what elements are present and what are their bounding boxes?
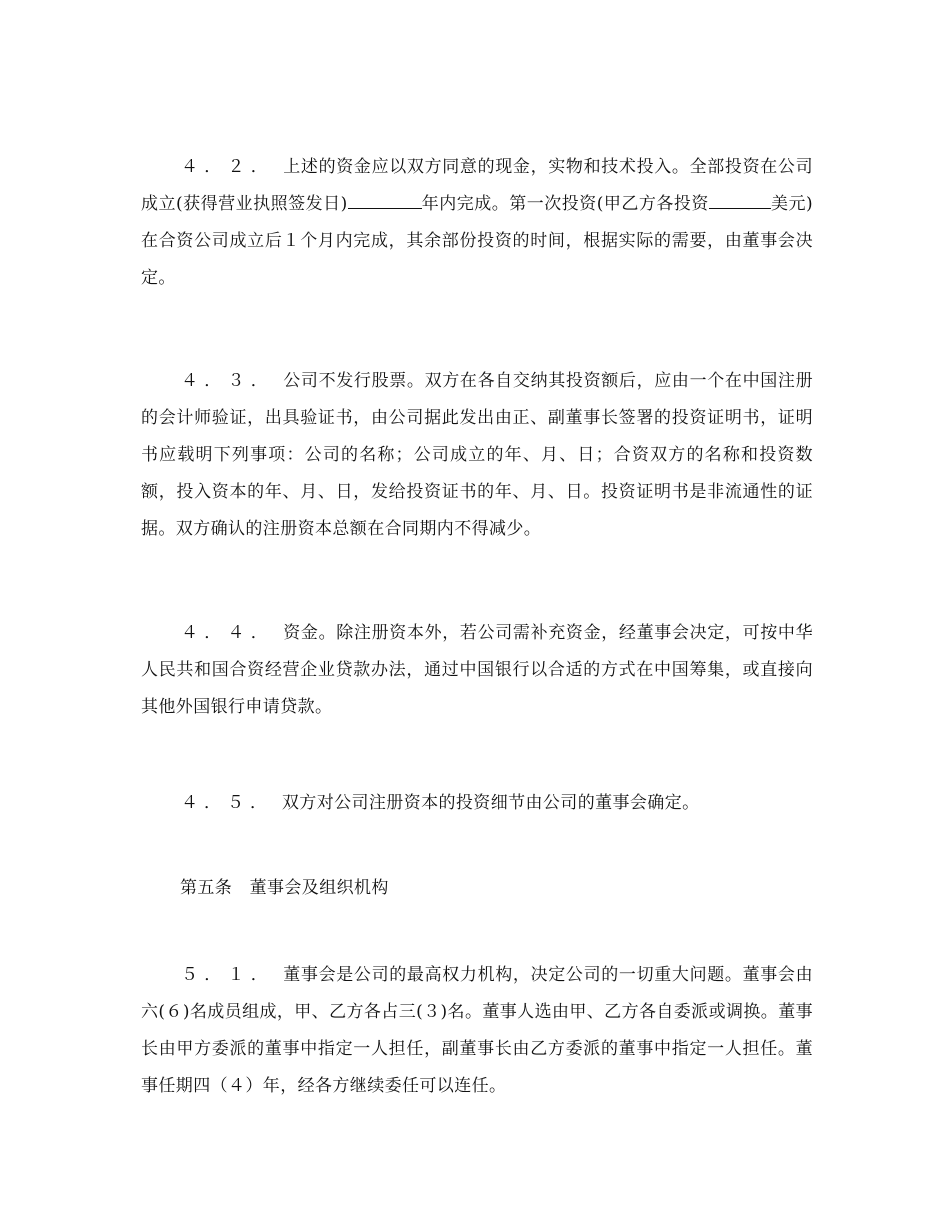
section-4-5 (141, 785, 813, 822)
section-text: 双方对公司注册资本的投资细节由公司的董事会确定。 (281, 793, 700, 813)
section-number: ４．２． (181, 157, 266, 177)
section-text: 资金。除注册资本外，若公司需补充资金，经董事会决定，可按中华人民共和国合资经营企业贷款办法，通过中国银行以合适的方式在中国筹集，或直接向其他外国银行申请贷款。 (141, 623, 814, 717)
section-4-3 (141, 363, 813, 548)
fill-in-blank-amount[interactable] (709, 188, 771, 209)
section-text: 美元)在合资公司成立后１个月内完成，其余部份投资的时间，根据实际的需要，由董事会决定。 (141, 194, 814, 288)
section-number: ４．５． (181, 793, 265, 813)
section-4-2 (141, 149, 813, 297)
article-heading: 第五条 董事会及组织机构 (180, 878, 389, 898)
section-number: ４．３． (181, 371, 266, 391)
section-number: ４．４． (181, 623, 266, 643)
section-text: 上述的资金应以双方同意的现金，实物和技术投入。全部投资在公司成立(获得营业执照签发日) (141, 157, 814, 214)
section-text: 董事会是公司的最高权力机构，决定公司的一切重大问题。董事会由六(６)名成员组成，甲、乙方各占三(３)名。董事人选由甲、乙方各自委派或调换。董事长由甲方委派的董事中指定一人担任，副董事长由乙方委派的董事中指定一人担任。董事任期四（４）年，经各方继续委任可以连任。 (141, 965, 814, 1096)
section-5-1 (141, 957, 813, 1105)
section-text: 年内完成。第一次投资(甲乙方各投资 (421, 194, 709, 214)
section-text: 公司不发行股票。双方在各自交纳其投资额后，应由一个在中国注册的会计师验证，出具验证书，由公司据此发出由正、副董事长签署的投资证明书，证明书应载明下列事项：公司的名称；公司成立的年、月、日；合资双方的名称和投资数额，投入资本的年、月、日，发给投资证书的年、月、日。投资证明书是非流通性的证据。双方确认的注册资本总额在合同期内不得减少。 (141, 371, 814, 539)
section-4-4 (141, 615, 813, 726)
section-number: ５．１． (181, 965, 266, 985)
fill-in-blank-years[interactable] (348, 188, 422, 209)
